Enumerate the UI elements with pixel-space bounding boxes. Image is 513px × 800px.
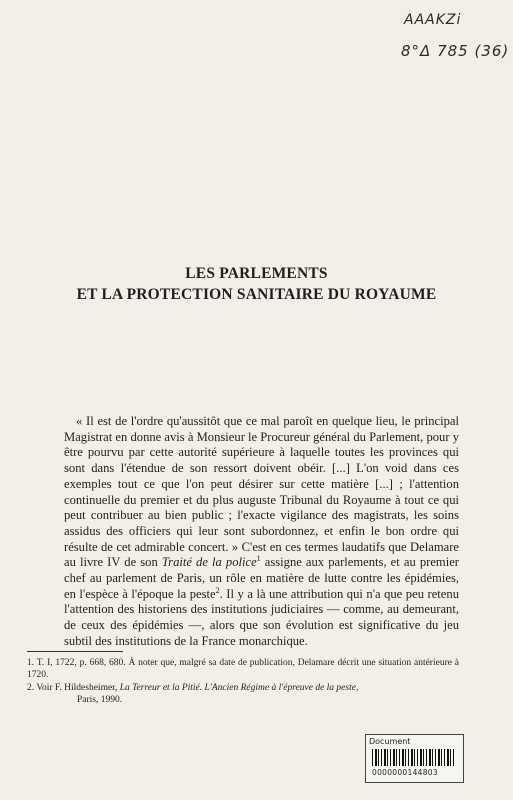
footnote-2-prefix: 2. Voir F. Hildesheimer, — [27, 683, 120, 693]
footnote-ref-1: 1 — [256, 554, 261, 564]
footnotes — [27, 657, 459, 707]
archive-label — [365, 734, 464, 783]
archive-label-title: Document — [369, 737, 411, 746]
body-part-a: « Il est de l'ordre qu'aussitôt que ce mal paroît en quelque lieu, le principal Magistrat en donne avis à Monsieur le Procureur général du Parlement, pour y être pourvu par cette autorité supérieure à laquelle toutes les provinces qui sont dans l'étendue de son ressort doivent obéir. [...] L'on void dans ces exemples tout ce que l'on peut désirer sur cette matière [...] ; l'attention continuelle du premier et du plus auguste Tribunal du Royaume à tout ce qui peut contribuer au bien public ; l'exacte vigilance des magistrats, les soins assidus des officiers qui leur sont subordonnez, et enfin le bon ordre qui résulte de cet admirable concert. » C'est en ces termes laudatifs que Delamare au livre IV de son — [64, 414, 459, 570]
footnote-2-title: La Terreur et la Pitié. L'Ancien Régime à l'épreuve de la peste — [119, 683, 356, 693]
book-title: Traité de la police — [161, 555, 257, 570]
footnote-2-place: Paris, 1990. — [77, 695, 123, 705]
handwritten-shelfmark: 8°Δ 785 (36) — [401, 42, 510, 60]
footnote-divider — [27, 651, 123, 652]
body-paragraph — [64, 414, 459, 650]
handwritten-code: AAAKZi — [404, 12, 462, 28]
footnote-ref-2: 2 — [215, 585, 220, 595]
article-title — [0, 263, 513, 305]
body-part-b: assigne aux parlements, et au premier chef au parlement de Paris, un rôle en matière de lutte contre les épidémies, en l'espèce à l'époque la peste — [64, 555, 459, 601]
title-line-2: ET LA PROTECTION SANITAIRE DU ROYAUME — [76, 286, 437, 303]
body-part-c: . Il y a là une attribution qui n'a que peu retenu l'attention des historiens des institutions judiciaires — comme, au demeurant, de ceux des épidémies —, alors que son évolution est significative du jeu subtil des institutions de la France monarchique. — [64, 586, 459, 648]
footnote-2-comma: , — [355, 683, 359, 693]
body-text — [64, 414, 459, 650]
barcode-number: 0000000144803 — [372, 768, 438, 777]
footnote-1: 1. T. I, 1722, p. 668, 680. À noter que, malgré sa date de publication, Delamare décrit une situation antérieure à 1720. — [27, 658, 459, 680]
barcode — [372, 749, 455, 766]
title-line-1: LES PARLEMENTS — [185, 265, 328, 282]
footnote-2 — [27, 682, 459, 706]
